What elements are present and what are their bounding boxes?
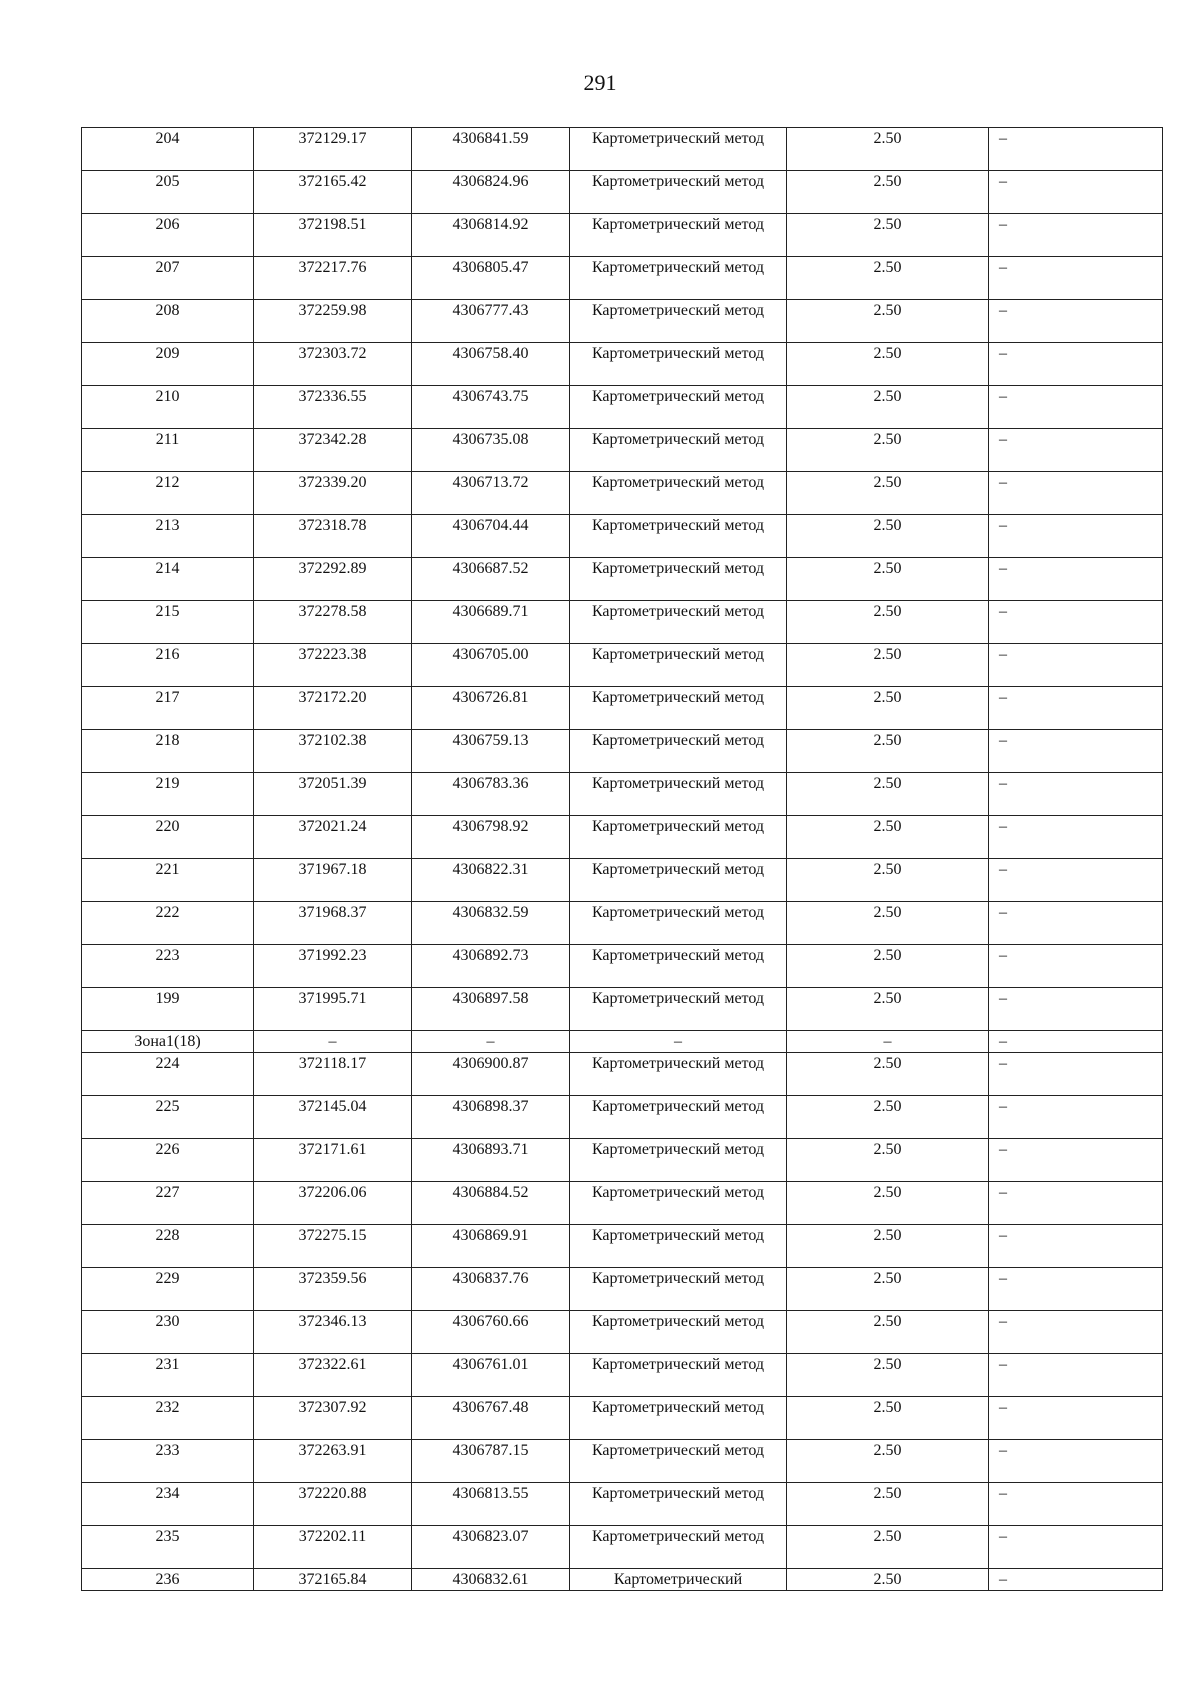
method-cell: Картометрический метод [570, 171, 787, 214]
method-cell: Картометрический метод [570, 558, 787, 601]
point-number-cell: 217 [82, 687, 254, 730]
note-cell: – [989, 1440, 1163, 1483]
note-cell: – [989, 644, 1163, 687]
table-row [82, 472, 1163, 515]
note-cell: – [989, 515, 1163, 558]
point-number-cell: 228 [82, 1225, 254, 1268]
table-row [82, 859, 1163, 902]
point-number-cell: 233 [82, 1440, 254, 1483]
accuracy-cell: 2.50 [787, 1397, 989, 1440]
x-coordinate-cell: 372223.38 [254, 644, 412, 687]
method-cell: Картометрический метод [570, 1397, 787, 1440]
note-cell: – [989, 1182, 1163, 1225]
accuracy-cell: 2.50 [787, 1354, 989, 1397]
accuracy-cell: 2.50 [787, 902, 989, 945]
x-coordinate-cell: 371995.71 [254, 988, 412, 1031]
method-cell: Картометрический метод [570, 1053, 787, 1096]
y-coordinate-cell: 4306761.01 [412, 1354, 570, 1397]
y-coordinate-cell: 4306898.37 [412, 1096, 570, 1139]
accuracy-cell: 2.50 [787, 859, 989, 902]
table-row [82, 1268, 1163, 1311]
table-row [82, 816, 1163, 859]
accuracy-cell: 2.50 [787, 687, 989, 730]
accuracy-cell: 2.50 [787, 1096, 989, 1139]
accuracy-cell: 2.50 [787, 472, 989, 515]
accuracy-cell: 2.50 [787, 171, 989, 214]
point-number-cell: 222 [82, 902, 254, 945]
point-number-cell: 216 [82, 644, 254, 687]
note-cell: – [989, 429, 1163, 472]
accuracy-cell: – [787, 1031, 989, 1053]
x-coordinate-cell: 372051.39 [254, 773, 412, 816]
method-cell: Картометрический метод [570, 128, 787, 171]
table-row [82, 386, 1163, 429]
accuracy-cell: 2.50 [787, 1182, 989, 1225]
y-coordinate-cell: 4306689.71 [412, 601, 570, 644]
y-coordinate-cell: 4306787.15 [412, 1440, 570, 1483]
point-number-cell: 220 [82, 816, 254, 859]
point-number-cell: 224 [82, 1053, 254, 1096]
table-row [82, 343, 1163, 386]
accuracy-cell: 2.50 [787, 429, 989, 472]
method-cell: Картометрический метод [570, 730, 787, 773]
table-row [82, 1311, 1163, 1354]
x-coordinate-cell: 372172.20 [254, 687, 412, 730]
method-cell: Картометрический метод [570, 1483, 787, 1526]
y-coordinate-cell: 4306824.96 [412, 171, 570, 214]
method-cell: Картометрический метод [570, 1225, 787, 1268]
note-cell: – [989, 1354, 1163, 1397]
y-coordinate-cell: 4306713.72 [412, 472, 570, 515]
x-coordinate-cell: 372171.61 [254, 1139, 412, 1182]
accuracy-cell: 2.50 [787, 128, 989, 171]
point-number-cell: Зона1(18) [82, 1031, 254, 1053]
y-coordinate-cell: – [412, 1031, 570, 1053]
accuracy-cell: 2.50 [787, 1311, 989, 1354]
zone-header-row [82, 1031, 1163, 1053]
point-number-cell: 226 [82, 1139, 254, 1182]
note-cell: – [989, 1096, 1163, 1139]
point-number-cell: 230 [82, 1311, 254, 1354]
y-coordinate-cell: 4306760.66 [412, 1311, 570, 1354]
y-coordinate-cell: 4306759.13 [412, 730, 570, 773]
y-coordinate-cell: 4306892.73 [412, 945, 570, 988]
point-number-cell: 199 [82, 988, 254, 1031]
point-number-cell: 207 [82, 257, 254, 300]
table-row [82, 773, 1163, 816]
note-cell: – [989, 730, 1163, 773]
table-row [82, 1569, 1163, 1591]
point-number-cell: 209 [82, 343, 254, 386]
table-row [82, 1354, 1163, 1397]
y-coordinate-cell: 4306832.59 [412, 902, 570, 945]
method-cell: Картометрический метод [570, 1526, 787, 1569]
note-cell: – [989, 558, 1163, 601]
method-cell: Картометрический метод [570, 472, 787, 515]
accuracy-cell: 2.50 [787, 257, 989, 300]
table-row [82, 1096, 1163, 1139]
method-cell: Картометрический метод [570, 945, 787, 988]
note-cell: – [989, 1053, 1163, 1096]
x-coordinate-cell: 372202.11 [254, 1526, 412, 1569]
x-coordinate-cell: 372165.84 [254, 1569, 412, 1591]
point-number-cell: 212 [82, 472, 254, 515]
x-coordinate-cell: 372346.13 [254, 1311, 412, 1354]
x-coordinate-cell: 372165.42 [254, 171, 412, 214]
y-coordinate-cell: 4306743.75 [412, 386, 570, 429]
accuracy-cell: 2.50 [787, 1139, 989, 1182]
table-row [82, 214, 1163, 257]
note-cell: – [989, 988, 1163, 1031]
note-cell: – [989, 859, 1163, 902]
y-coordinate-cell: 4306869.91 [412, 1225, 570, 1268]
accuracy-cell: 2.50 [787, 773, 989, 816]
y-coordinate-cell: 4306897.58 [412, 988, 570, 1031]
table-row [82, 687, 1163, 730]
point-number-cell: 219 [82, 773, 254, 816]
accuracy-cell: 2.50 [787, 214, 989, 257]
note-cell: – [989, 1483, 1163, 1526]
table-row [82, 945, 1163, 988]
x-coordinate-cell: 372275.15 [254, 1225, 412, 1268]
accuracy-cell: 2.50 [787, 601, 989, 644]
y-coordinate-cell: 4306893.71 [412, 1139, 570, 1182]
accuracy-cell: 2.50 [787, 1440, 989, 1483]
y-coordinate-cell: 4306813.55 [412, 1483, 570, 1526]
method-cell: Картометрический метод [570, 515, 787, 558]
accuracy-cell: 2.50 [787, 558, 989, 601]
x-coordinate-cell: 372129.17 [254, 128, 412, 171]
point-number-cell: 236 [82, 1569, 254, 1591]
x-coordinate-cell: 372307.92 [254, 1397, 412, 1440]
x-coordinate-cell: 372278.58 [254, 601, 412, 644]
x-coordinate-cell: 372021.24 [254, 816, 412, 859]
table-row [82, 988, 1163, 1031]
table-row [82, 128, 1163, 171]
note-cell: – [989, 816, 1163, 859]
note-cell: – [989, 1031, 1163, 1053]
x-coordinate-cell: 372206.06 [254, 1182, 412, 1225]
page-number: 291 [583, 70, 617, 95]
accuracy-cell: 2.50 [787, 644, 989, 687]
y-coordinate-cell: 4306884.52 [412, 1182, 570, 1225]
table-row [82, 644, 1163, 687]
note-cell: – [989, 1526, 1163, 1569]
method-cell: Картометрический метод [570, 687, 787, 730]
method-cell: Картометрический метод [570, 1268, 787, 1311]
method-cell: Картометрический метод [570, 902, 787, 945]
note-cell: – [989, 902, 1163, 945]
note-cell: – [989, 1225, 1163, 1268]
point-number-cell: 227 [82, 1182, 254, 1225]
method-cell: Картометрический метод [570, 1440, 787, 1483]
method-cell: Картометрический метод [570, 343, 787, 386]
table-row [82, 171, 1163, 214]
x-coordinate-cell: 371968.37 [254, 902, 412, 945]
accuracy-cell: 2.50 [787, 343, 989, 386]
accuracy-cell: 2.50 [787, 1526, 989, 1569]
method-cell: Картометрический метод [570, 816, 787, 859]
accuracy-cell: 2.50 [787, 386, 989, 429]
point-number-cell: 231 [82, 1354, 254, 1397]
y-coordinate-cell: 4306687.52 [412, 558, 570, 601]
method-cell: Картометрический метод [570, 429, 787, 472]
y-coordinate-cell: 4306704.44 [412, 515, 570, 558]
x-coordinate-cell: 371992.23 [254, 945, 412, 988]
table-row [82, 902, 1163, 945]
method-cell: Картометрический метод [570, 1096, 787, 1139]
point-number-cell: 215 [82, 601, 254, 644]
y-coordinate-cell: 4306735.08 [412, 429, 570, 472]
table-row [82, 429, 1163, 472]
note-cell: – [989, 1268, 1163, 1311]
x-coordinate-cell: 372292.89 [254, 558, 412, 601]
method-cell: Картометрический метод [570, 1139, 787, 1182]
point-number-cell: 214 [82, 558, 254, 601]
note-cell: – [989, 1569, 1163, 1591]
accuracy-cell: 2.50 [787, 988, 989, 1031]
y-coordinate-cell: 4306726.81 [412, 687, 570, 730]
x-coordinate-cell: 372322.61 [254, 1354, 412, 1397]
method-cell: Картометрический метод [570, 214, 787, 257]
note-cell: – [989, 257, 1163, 300]
point-number-cell: 206 [82, 214, 254, 257]
note-cell: – [989, 214, 1163, 257]
point-number-cell: 232 [82, 1397, 254, 1440]
note-cell: – [989, 945, 1163, 988]
x-coordinate-cell: 372102.38 [254, 730, 412, 773]
coordinates-table [81, 127, 1163, 1591]
y-coordinate-cell: 4306841.59 [412, 128, 570, 171]
method-cell: Картометрический метод [570, 386, 787, 429]
accuracy-cell: 2.50 [787, 816, 989, 859]
y-coordinate-cell: 4306705.00 [412, 644, 570, 687]
table-row [82, 1182, 1163, 1225]
table-row [82, 257, 1163, 300]
point-number-cell: 235 [82, 1526, 254, 1569]
accuracy-cell: 2.50 [787, 1225, 989, 1268]
x-coordinate-cell: 372217.76 [254, 257, 412, 300]
x-coordinate-cell: 372318.78 [254, 515, 412, 558]
point-number-cell: 204 [82, 128, 254, 171]
x-coordinate-cell: 372145.04 [254, 1096, 412, 1139]
accuracy-cell: 2.50 [787, 300, 989, 343]
method-cell: Картометрический метод [570, 601, 787, 644]
method-cell: Картометрический метод [570, 1311, 787, 1354]
accuracy-cell: 2.50 [787, 945, 989, 988]
point-number-cell: 208 [82, 300, 254, 343]
note-cell: – [989, 1397, 1163, 1440]
point-number-cell: 211 [82, 429, 254, 472]
method-cell: Картометрический метод [570, 257, 787, 300]
note-cell: – [989, 171, 1163, 214]
x-coordinate-cell: 372259.98 [254, 300, 412, 343]
x-coordinate-cell: 372359.56 [254, 1268, 412, 1311]
x-coordinate-cell: 372336.55 [254, 386, 412, 429]
accuracy-cell: 2.50 [787, 1569, 989, 1591]
y-coordinate-cell: 4306767.48 [412, 1397, 570, 1440]
y-coordinate-cell: 4306900.87 [412, 1053, 570, 1096]
table-row [82, 1139, 1163, 1182]
method-cell: Картометрический метод [570, 300, 787, 343]
note-cell: – [989, 386, 1163, 429]
table-row [82, 1397, 1163, 1440]
y-coordinate-cell: 4306805.47 [412, 257, 570, 300]
accuracy-cell: 2.50 [787, 515, 989, 558]
table-row [82, 1440, 1163, 1483]
point-number-cell: 225 [82, 1096, 254, 1139]
y-coordinate-cell: 4306832.61 [412, 1569, 570, 1591]
note-cell: – [989, 601, 1163, 644]
accuracy-cell: 2.50 [787, 730, 989, 773]
table-row [82, 601, 1163, 644]
note-cell: – [989, 773, 1163, 816]
x-coordinate-cell: 372339.20 [254, 472, 412, 515]
note-cell: – [989, 343, 1163, 386]
y-coordinate-cell: 4306822.31 [412, 859, 570, 902]
method-cell: Картометрический метод [570, 644, 787, 687]
x-coordinate-cell: 372342.28 [254, 429, 412, 472]
y-coordinate-cell: 4306798.92 [412, 816, 570, 859]
table-row [82, 1225, 1163, 1268]
y-coordinate-cell: 4306837.76 [412, 1268, 570, 1311]
y-coordinate-cell: 4306777.43 [412, 300, 570, 343]
method-cell: Картометрический метод [570, 1182, 787, 1225]
point-number-cell: 205 [82, 171, 254, 214]
point-number-cell: 218 [82, 730, 254, 773]
method-cell: Картометрический [570, 1569, 787, 1591]
point-number-cell: 229 [82, 1268, 254, 1311]
accuracy-cell: 2.50 [787, 1053, 989, 1096]
x-coordinate-cell: 372220.88 [254, 1483, 412, 1526]
point-number-cell: 223 [82, 945, 254, 988]
table-row [82, 515, 1163, 558]
note-cell: – [989, 472, 1163, 515]
accuracy-cell: 2.50 [787, 1268, 989, 1311]
method-cell: Картометрический метод [570, 859, 787, 902]
point-number-cell: 234 [82, 1483, 254, 1526]
y-coordinate-cell: 4306758.40 [412, 343, 570, 386]
method-cell: Картометрический метод [570, 988, 787, 1031]
table-row [82, 558, 1163, 601]
x-coordinate-cell: 372118.17 [254, 1053, 412, 1096]
note-cell: – [989, 128, 1163, 171]
point-number-cell: 213 [82, 515, 254, 558]
table-row [82, 730, 1163, 773]
x-coordinate-cell: 372303.72 [254, 343, 412, 386]
method-cell: Картометрический метод [570, 1354, 787, 1397]
y-coordinate-cell: 4306814.92 [412, 214, 570, 257]
x-coordinate-cell: 372198.51 [254, 214, 412, 257]
coordinates-table-body [82, 128, 1163, 1591]
y-coordinate-cell: 4306823.07 [412, 1526, 570, 1569]
accuracy-cell: 2.50 [787, 1483, 989, 1526]
x-coordinate-cell: – [254, 1031, 412, 1053]
point-number-cell: 210 [82, 386, 254, 429]
method-cell: – [570, 1031, 787, 1053]
method-cell: Картометрический метод [570, 773, 787, 816]
x-coordinate-cell: 371967.18 [254, 859, 412, 902]
note-cell: – [989, 300, 1163, 343]
table-row [82, 1526, 1163, 1569]
note-cell: – [989, 687, 1163, 730]
x-coordinate-cell: 372263.91 [254, 1440, 412, 1483]
table-row [82, 1483, 1163, 1526]
note-cell: – [989, 1139, 1163, 1182]
note-cell: – [989, 1311, 1163, 1354]
table-row [82, 1053, 1163, 1096]
y-coordinate-cell: 4306783.36 [412, 773, 570, 816]
table-row [82, 300, 1163, 343]
point-number-cell: 221 [82, 859, 254, 902]
